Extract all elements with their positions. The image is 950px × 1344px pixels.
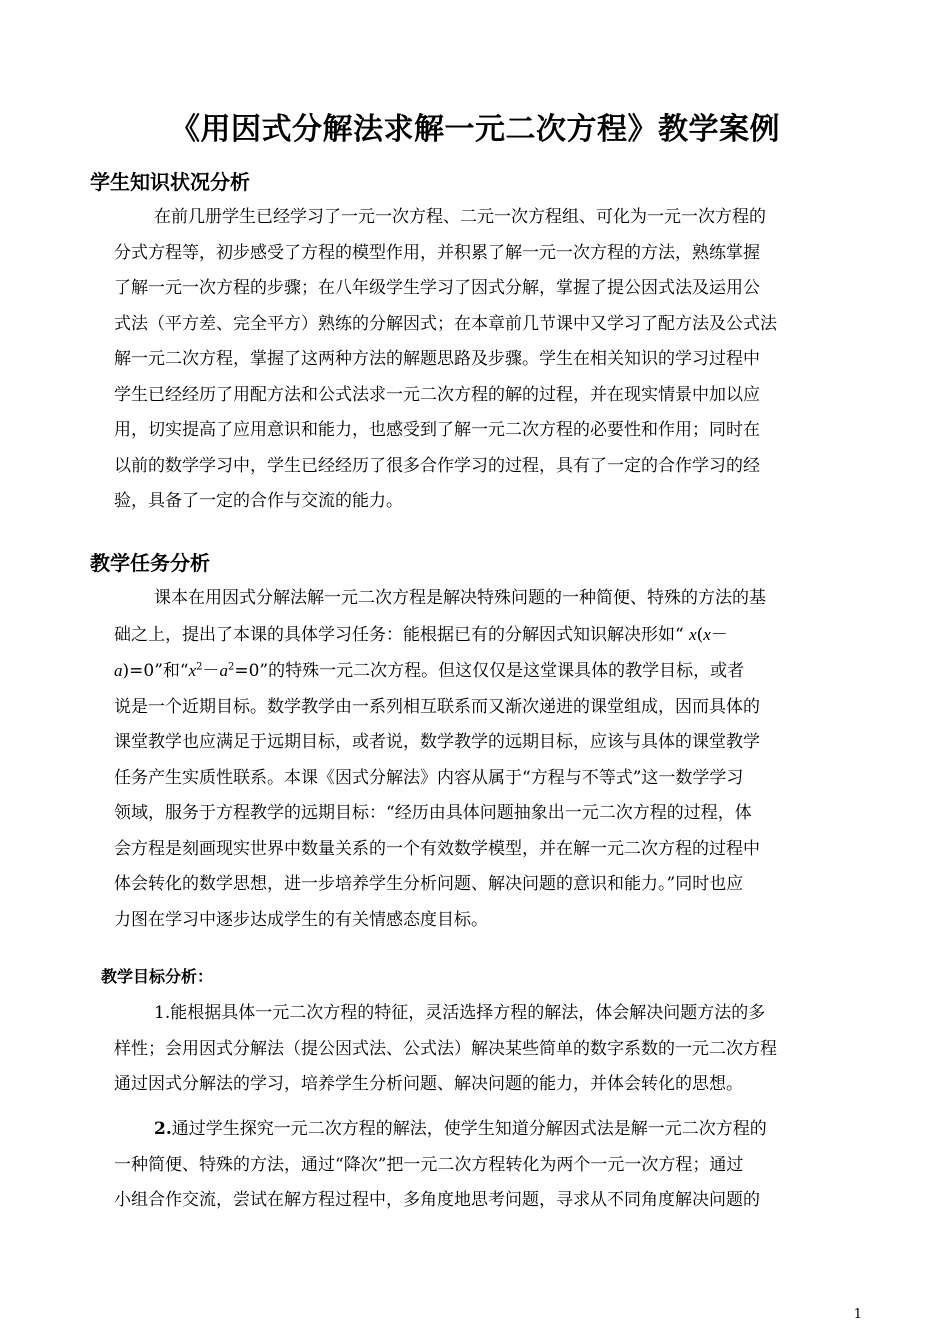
paragraph-line: 用，切实提高了应用意识和能力，也感受到了解一元二次方程的必要性和作用；同时在 — [114, 420, 760, 440]
text-fragment: )=0”和“ — [122, 661, 189, 681]
paragraph-line: 分式方程等，初步感受了方程的模型作用，并积累了解一元一次方程的方法，熟练掌握 — [114, 242, 760, 263]
math-variable: x — [188, 661, 197, 680]
paragraph-line: 课本在用因式分解法解一元二次方程是解决特殊问题的一种简便、特殊的方法的基 — [154, 588, 766, 608]
math-variable: x — [689, 624, 697, 644]
paragraph-line-with-formula — [114, 617, 838, 654]
paragraph-line: 任务产生实质性联系。本课《因式分解法》内容从属于“方程与不等式”这一数学学习 — [114, 767, 744, 788]
paragraph-line: 式法（平方差、完全平方）熟练的分解因式；在本章前几节课中又学习了配方法及公式法 — [114, 313, 777, 334]
superscript: 2 — [196, 661, 203, 673]
text-fragment: － — [202, 661, 220, 681]
paragraph-line — [114, 1112, 838, 1148]
paragraph-line: 课堂教学也应满足于远期目标，或者说，数学教学的远期目标，应该与具体的课堂教学 — [114, 732, 760, 752]
paragraph-line — [114, 996, 838, 1032]
paragraph-line: 学生已经经历了用配方法和公式法求一元二次方程的解的过程，并在现实情景中加以应 — [114, 384, 760, 405]
paragraph-line: 会方程是刻画现实世界中数量关系的一个有效数学模型，并在解一元二次方程的过程中 — [114, 838, 760, 859]
paragraph-line: 了解一元一次方程的步骤；在八年级学生学习了因式分解，掌握了提公因式法及运用公 — [114, 278, 760, 298]
page-number: 1 — [853, 1307, 862, 1322]
paragraph-line: 通过因式分解法的学习，培养学生分析问题、解决问题的能力，并体会转化的思想。 — [114, 1074, 743, 1094]
paragraph-student-knowledge — [114, 200, 838, 520]
math-variable: a — [114, 661, 123, 680]
paragraph-line: 样性；会用因式分解法（提公因式法、公式法）解决某些简单的数字系数的一元二次方程 — [114, 1038, 777, 1059]
paragraph-line: 在前几册学生已经学习了一元一次方程、二元一次方程组、可化为一元一次方程的 — [154, 207, 766, 227]
paragraph-line: 小组合作交流，尝试在解方程过程中，多角度地思考问题，寻求从不同角度解决问题的 — [114, 1190, 760, 1210]
goal-number: 2. — [154, 1119, 172, 1139]
superscript: 2 — [228, 661, 235, 673]
document-title: 《用因式分解法求解一元二次方程》教学案例 — [170, 112, 780, 147]
paragraph-line: 解一元二次方程，掌握了这两种方法的解题思路及步骤。学生在相关知识的学习过程中 — [114, 349, 760, 369]
paragraph-line: 力图在学习中逐步达成学生的有关情感态度目标。 — [114, 909, 488, 930]
paragraph-line: 说是一个近期目标。数学教学由一系列相互联系而又渐次递进的课堂组成，因而具体的 — [114, 696, 760, 717]
math-variable: x — [703, 624, 711, 644]
text-fragment: － — [710, 624, 728, 645]
paragraph-goal-2 — [114, 1112, 838, 1219]
paragraph-line: 以前的数学学习中，学生已经经历了很多合作学习的过程，具有了一定的合作学习的经 — [114, 455, 760, 476]
paragraph-line: 体会转化的数学思想，进一步培养学生分析问题、解决问题的意识和能力。”同时也应 — [114, 874, 744, 894]
paragraph-line: 领域，服务于方程教学的远期目标：“经历由具体问题抽象出一元二次方程的过程，体 — [114, 803, 752, 823]
heading-student-knowledge: 学生知识状况分析 — [90, 170, 250, 194]
heading-teaching-task: 教学任务分析 — [90, 551, 210, 575]
text-fragment: ( — [696, 624, 704, 645]
paragraph-teaching-task — [114, 581, 838, 938]
text-fragment: 通过学生探究一元二次方程的解法，使学生知道分解因式法是解一元二次方程的 — [171, 1119, 767, 1139]
heading-teaching-goals: 教学目标分析： — [101, 967, 214, 986]
paragraph-goal-1 — [114, 996, 838, 1103]
paragraph-line: 验，具备了一定的合作与交流的能力。 — [114, 491, 403, 511]
text-fragment: 础之上，提出了本课的具体学习任务：能根据已有的分解因式知识解决形如“ — [114, 624, 690, 645]
goal-number: 1. — [154, 1003, 171, 1023]
paragraph-line: 一种简便、特殊的方法，通过“降次”把一元二次方程转化为两个一元一次方程；通过 — [114, 1154, 744, 1175]
text-fragment: 能根据具体一元二次方程的特征，灵活选择方程的解法，体会解决问题方法的多 — [170, 1003, 766, 1023]
text-fragment: =0”的特殊一元二次方程。但这仅仅是这堂课具体的教学目标，或者 — [234, 661, 745, 681]
math-variable: a — [219, 661, 228, 680]
paragraph-line-with-formula — [114, 653, 838, 690]
